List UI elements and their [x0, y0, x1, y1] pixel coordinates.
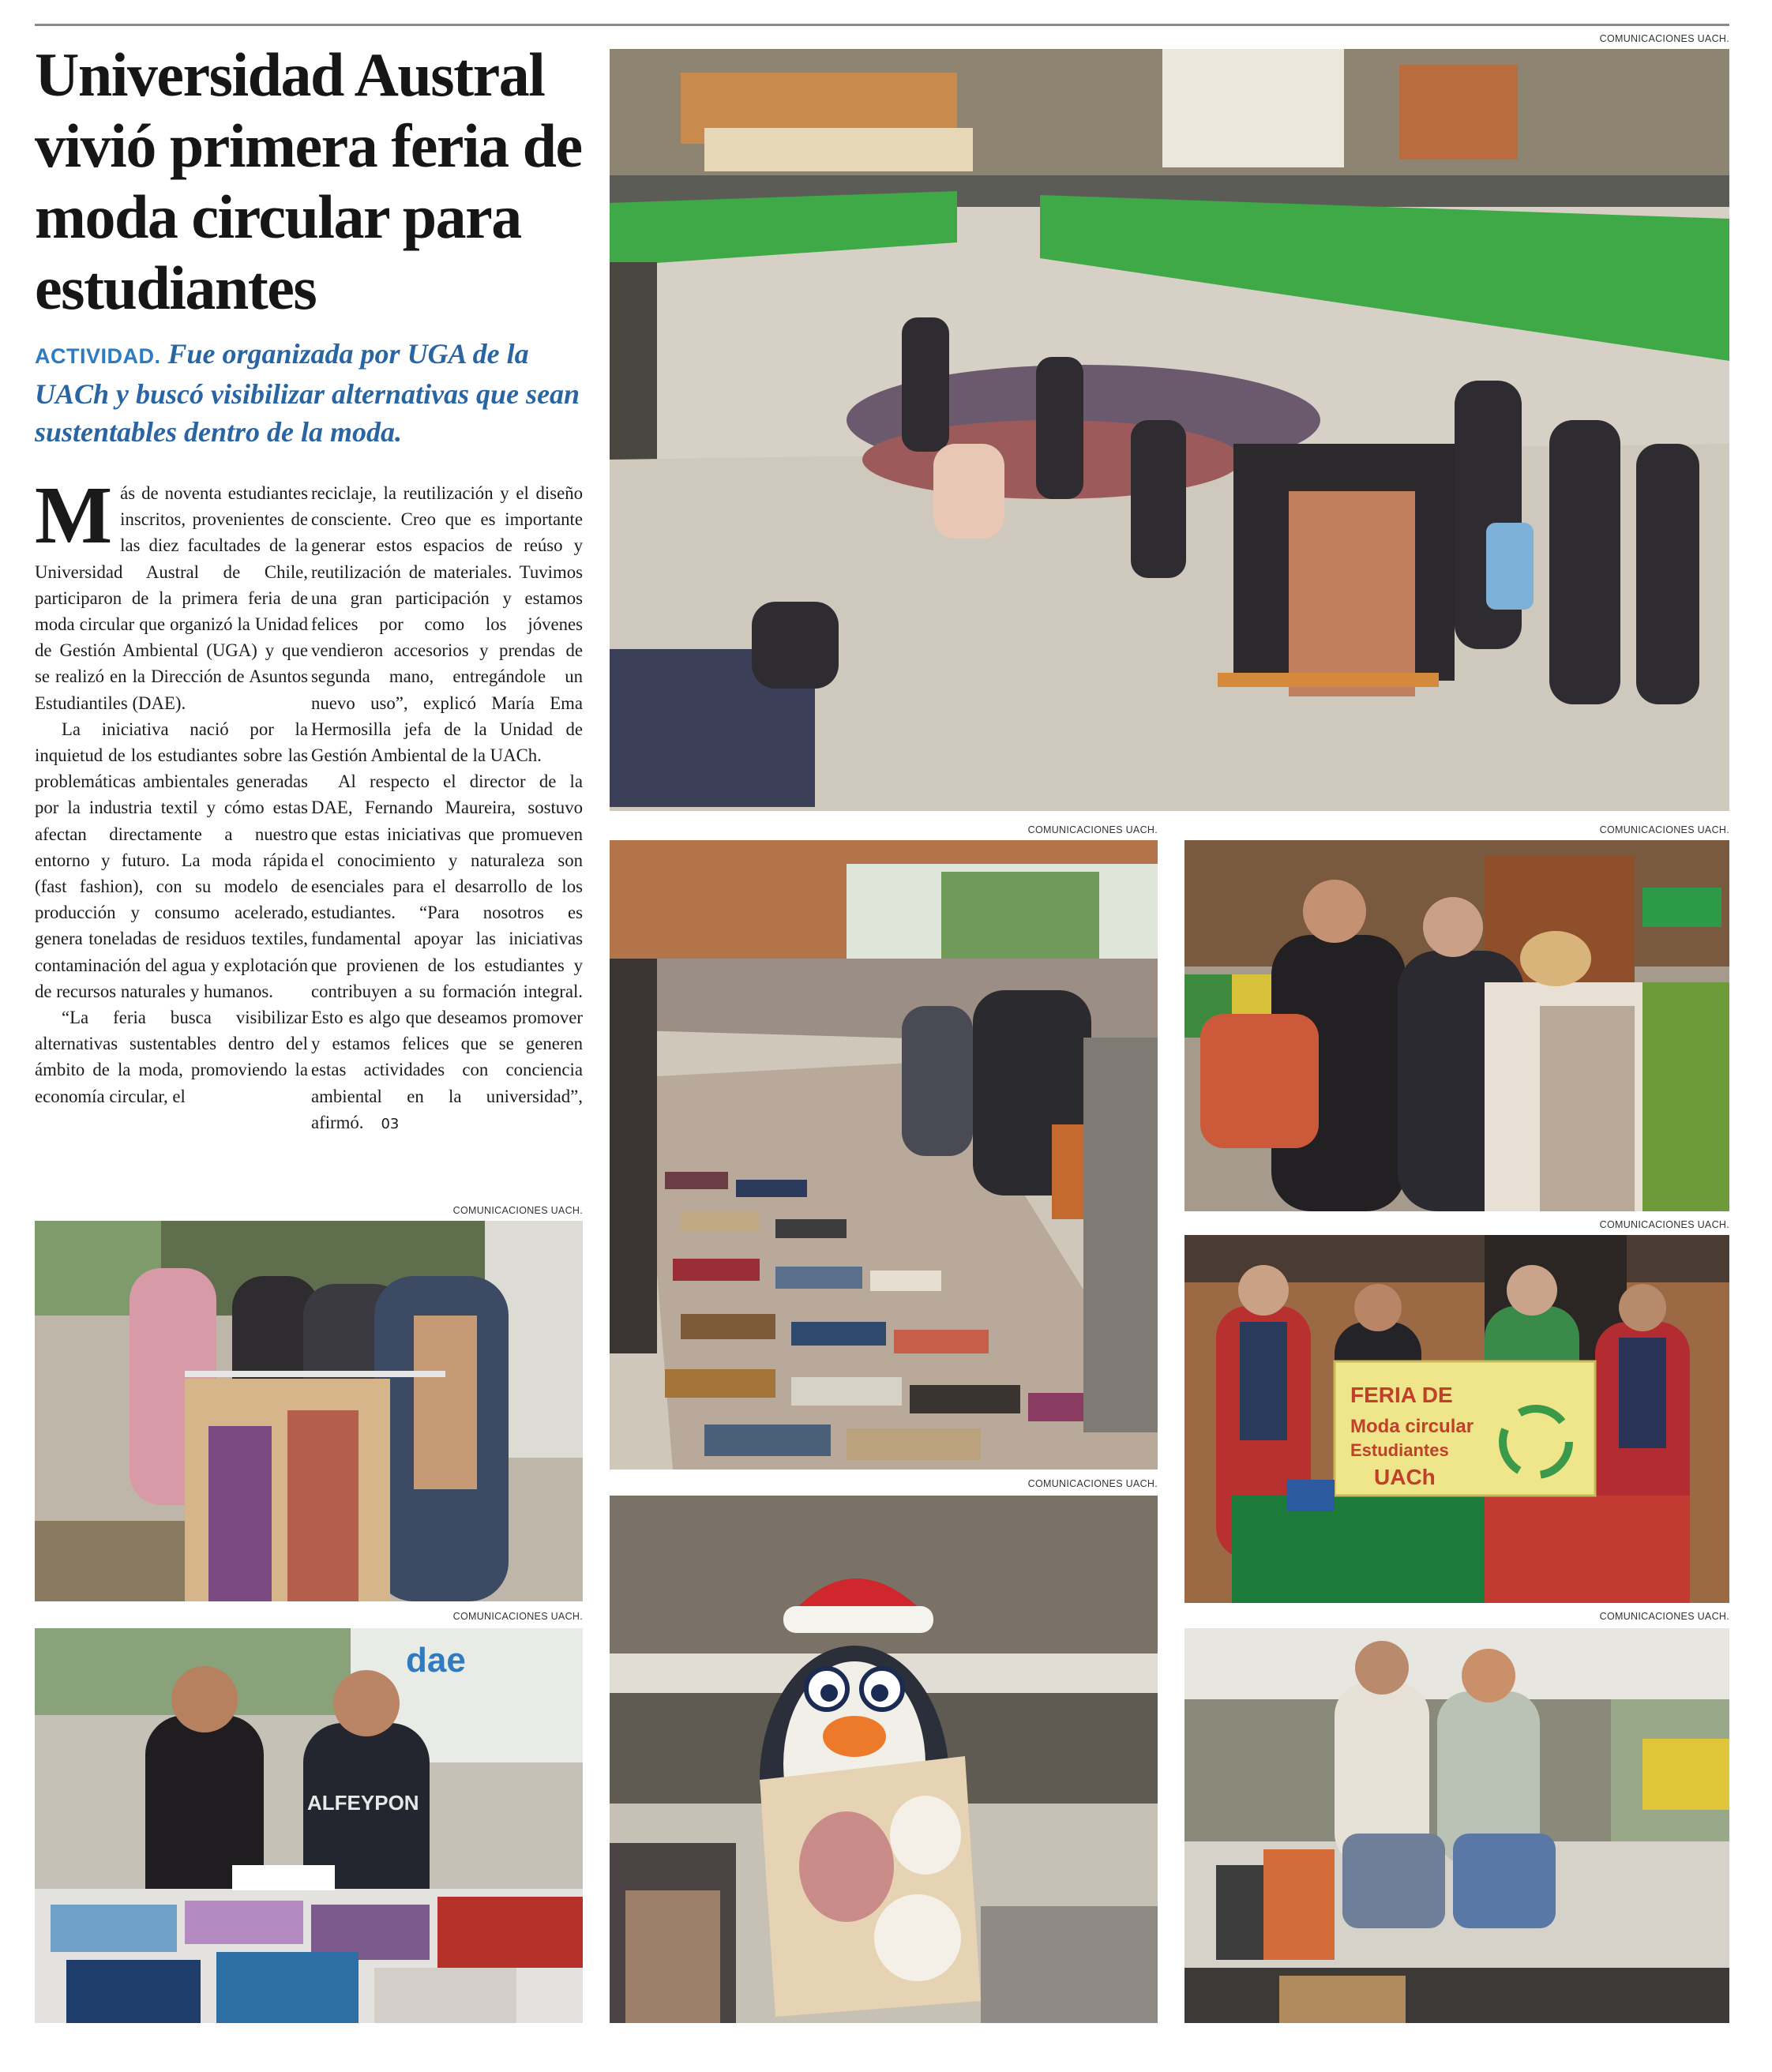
photo-stall-students — [35, 1628, 583, 2023]
lead-paragraph — [35, 335, 588, 451]
paragraph-1-text: ás de noventa estudiantes inscritos, provenientes de las diez facultades de la Universidad Austral de Chile, participaron de la primera feria de moda circular que organizó la Unidad de Gestión Ambiental (UGA) y que se realizó en la Dirección de Asuntos Estudiantiles (DAE). — [35, 483, 308, 713]
photo-credit-main: COMUNICACIONES UACH. — [1599, 33, 1729, 44]
paragraph-4-text: Al respecto el director de la DAE, Fernando Maureira, sostuvo que estas iniciativas que promueven el conocimiento y naturaleza son esenciales para el desarrollo de los estudiantes. “Para nosotros es fundamental apoyar las iniciativas que provienen de los estudiantes y contribuyen a su formación integral. Esto es algo que deseamos promover y estamos felices que se generen estas actividades con conciencia ambiental en la universidad”, afirmó. — [311, 771, 583, 1132]
photo-main-hall — [610, 49, 1729, 811]
article-column-2 — [311, 480, 583, 1137]
banner-line-4: UACh — [1374, 1465, 1436, 1489]
paragraph-2: La iniciativa nació por la inquietud de los estudiantes sobre las problemáticas ambientales generadas por la industria textil y cómo estas afectan directamente a nuestro entorno y futuro. La moda rápida (fast fashion), con su modelo de producción y consumo acelerado, genera toneladas de residuos textiles, contaminación del agua y explotación de recursos naturales y humanos. — [35, 719, 308, 1001]
photo-credit-clothes-floor: COMUNICACIONES UACH. — [1027, 824, 1158, 835]
photo-credit-banner-team: COMUNICACIONES UACH. — [1599, 1219, 1729, 1230]
photo-rack-shoppers — [1184, 840, 1729, 1211]
photo-credit-rack-girls: COMUNICACIONES UACH. — [452, 1205, 583, 1216]
article-column-1 — [35, 470, 308, 1109]
dropcap: M — [35, 470, 113, 561]
shirt-print-text: ALFEYPON — [307, 1791, 419, 1815]
paragraph-4 — [311, 768, 583, 1137]
paragraph-1 — [35, 470, 308, 716]
paragraph-3-continued: reciclaje, la reutilización y el diseño consciente. Creo que es importante generar estos espacios de reúso y reutilización de materiales. Tuvimos una gran participación y estamos felices por como los jóvenes vendieron accesorios y prendas de segunda mano, entregándole un nuevo uso”, explicó María Ema Hermosilla jefa de la Unidad de Gestión Ambiental de la UACh. — [311, 483, 583, 766]
photo-credit-penguin: COMUNICACIONES UACH. — [1027, 1478, 1158, 1489]
photo-credit-stall: COMUNICACIONES UACH. — [452, 1611, 583, 1622]
end-mark: 03 — [381, 1115, 400, 1132]
banner-line-2: Moda circular — [1350, 1416, 1474, 1437]
photo-clothes-floor — [610, 840, 1158, 1470]
banner-line-1: FERIA DE — [1350, 1383, 1453, 1407]
top-rule — [35, 24, 1729, 26]
photo-penguin-mascot — [610, 1496, 1158, 2023]
photo-banner-team — [1184, 1235, 1729, 1603]
kicker: ACTIVIDAD. — [35, 344, 161, 368]
paragraph-3-start: “La feria busca visibilizar alternativas sustentables dentro del ámbito de la moda, promoviendo la economía circular, el — [35, 1008, 308, 1106]
lead-text: Fue organizada por UGA de la UACh y buscó visibilizar alternativas que sean sustentables dentro de la moda. — [35, 338, 580, 448]
photo-seated-girls — [1184, 1628, 1729, 2023]
dae-logo-text: dae — [406, 1641, 466, 1680]
banner-line-3: Estudiantes — [1350, 1440, 1449, 1460]
headline: Universidad Austral vivió primera feria de moda circular para estudiantes — [35, 40, 582, 322]
photo-rack-girls — [35, 1221, 583, 1601]
photo-credit-sellers: COMUNICACIONES UACH. — [1599, 824, 1729, 835]
photo-credit-seated-girls: COMUNICACIONES UACH. — [1599, 1611, 1729, 1622]
